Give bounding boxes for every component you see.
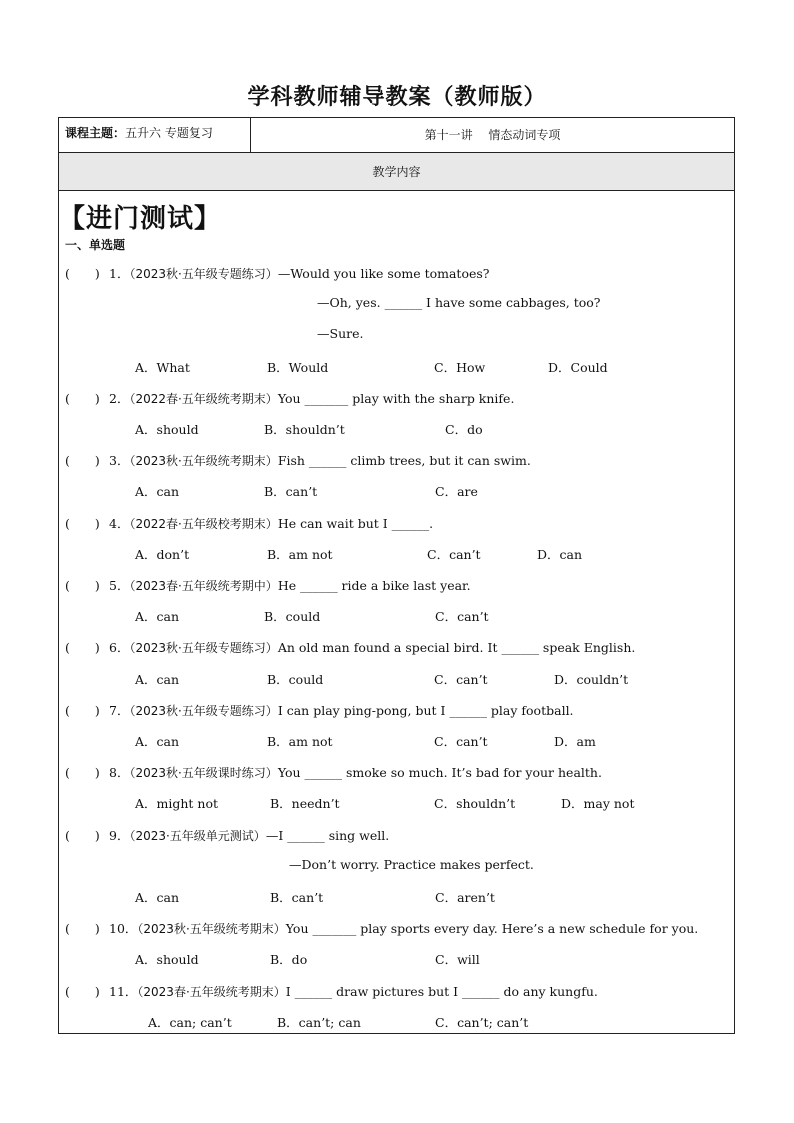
- question-text: —I ______ sing well.: [265, 828, 390, 843]
- question-source: （2023秋·五年级课时练习）: [129, 766, 278, 780]
- option-c[interactable]: C．can’t; can’t: [435, 1015, 529, 1030]
- lesson-plan-frame: [58, 117, 735, 1034]
- course-topic-cell: [59, 118, 251, 152]
- option-c[interactable]: C．can’t: [434, 734, 488, 749]
- option-c[interactable]: C．aren’t: [435, 890, 495, 905]
- option-b[interactable]: B．could: [267, 672, 324, 687]
- option-a[interactable]: A．should: [135, 952, 199, 967]
- answer-paren[interactable]: ( ): [65, 640, 100, 655]
- answer-paren[interactable]: ( ): [65, 984, 100, 999]
- answer-paren[interactable]: ( ): [65, 765, 100, 780]
- course-label: 课程主题：: [65, 126, 126, 140]
- option-b[interactable]: B．needn’t: [270, 796, 340, 811]
- question-source: （2023·五年级单元测试）: [129, 829, 266, 843]
- question-2: ( ) 2．（2022春·五年级统考期末）You _______ play with the sharp knife.: [65, 391, 515, 406]
- option-b[interactable]: B．shouldn’t: [264, 422, 345, 437]
- option-b[interactable]: B．could: [264, 609, 321, 624]
- question-text: You _______ play sports every day. Here’s a new schedule for you.: [285, 921, 699, 936]
- teaching-content-header: 教学内容: [59, 153, 734, 191]
- question-text: —Would you like some tomatoes?: [277, 266, 490, 281]
- option-a[interactable]: A．can: [135, 672, 180, 687]
- option-a[interactable]: A．should: [135, 422, 199, 437]
- option-a[interactable]: A．can; can’t: [148, 1015, 232, 1030]
- question-continuation: —Oh, yes. ______ I have some cabbages, too?: [317, 295, 601, 310]
- course-value: 五升六 专题复习: [125, 126, 213, 140]
- question-continuation: —Sure.: [317, 326, 364, 341]
- option-b[interactable]: B．can’t: [264, 484, 318, 499]
- question-source: （2023秋·五年级专题练习）: [129, 641, 278, 655]
- option-c[interactable]: C．will: [435, 952, 480, 967]
- option-c[interactable]: C．can’t: [435, 609, 489, 624]
- answer-paren[interactable]: ( ): [65, 921, 100, 936]
- question-6: ( ) 6．（2023秋·五年级专题练习）An old man found a special bird. It ______ speak English.: [65, 640, 636, 655]
- question-text: I can play ping-pong, but I ______ play football.: [277, 703, 574, 718]
- option-a[interactable]: A．can: [135, 484, 180, 499]
- option-b[interactable]: B．am not: [267, 734, 333, 749]
- subsection-title: 一、单选题: [65, 238, 126, 252]
- question-source: （2022春·五年级统考期末）: [129, 392, 278, 406]
- question-source: （2023春·五年级统考期中）: [129, 579, 278, 593]
- question-continuation: —Don’t worry. Practice makes perfect.: [289, 857, 534, 872]
- question-10: ( ) 10．（2023秋·五年级统考期末）You _______ play sports every day. Here’s a new schedule for you.: [65, 921, 699, 936]
- answer-paren[interactable]: ( ): [65, 453, 100, 468]
- option-c[interactable]: C．How: [434, 360, 486, 375]
- option-b[interactable]: B．do: [270, 952, 308, 967]
- option-c[interactable]: C．can’t: [434, 672, 488, 687]
- header-row: [59, 118, 734, 153]
- question-9: ( ) 9．（2023·五年级单元测试）—I ______ sing well.: [65, 828, 390, 843]
- option-b[interactable]: B．can’t; can: [277, 1015, 361, 1030]
- answer-paren[interactable]: ( ): [65, 266, 100, 281]
- question-source: （2023秋·五年级统考期末）: [129, 454, 278, 468]
- question-source: （2023秋·五年级专题练习）: [129, 704, 278, 718]
- page-title: 学科教师辅导教案（教师版）: [247, 85, 547, 110]
- question-text: I ______ draw pictures but I ______ do any kungfu.: [285, 984, 598, 999]
- question-source: （2023春·五年级统考期末）: [137, 985, 286, 999]
- option-a[interactable]: A．What: [135, 360, 190, 375]
- answer-paren[interactable]: ( ): [65, 828, 100, 843]
- option-c[interactable]: C．can’t: [427, 547, 481, 562]
- option-d[interactable]: D．am: [554, 734, 596, 749]
- question-1: ( ) 1．（2023秋·五年级专题练习）—Would you like some tomatoes?: [65, 266, 490, 281]
- question-3: ( ) 3．（2023秋·五年级统考期末）Fish ______ climb trees, but it can swim.: [65, 453, 531, 468]
- question-text: Fish ______ climb trees, but it can swim.: [277, 453, 531, 468]
- question-source: （2022春·五年级校考期末）: [129, 517, 278, 531]
- question-4: ( ) 4．（2022春·五年级校考期末）He can wait but I ______.: [65, 516, 434, 531]
- lecture-title: 第十一讲 情态动词专项: [424, 128, 561, 142]
- question-text: He can wait but I ______.: [277, 516, 434, 531]
- option-b[interactable]: B．am not: [267, 547, 333, 562]
- option-d[interactable]: D．may not: [561, 796, 635, 811]
- option-c[interactable]: C．do: [445, 422, 483, 437]
- option-a[interactable]: A．don’t: [135, 547, 190, 562]
- option-c[interactable]: C．shouldn’t: [434, 796, 516, 811]
- answer-paren[interactable]: ( ): [65, 703, 100, 718]
- answer-paren[interactable]: ( ): [65, 578, 100, 593]
- answer-paren[interactable]: ( ): [65, 516, 100, 531]
- question-source: （2023秋·五年级统考期末）: [137, 922, 286, 936]
- option-d[interactable]: D．Could: [548, 360, 608, 375]
- question-7: ( ) 7．（2023秋·五年级专题练习）I can play ping-pong, but I ______ play football.: [65, 703, 574, 718]
- option-a[interactable]: A．might not: [135, 796, 219, 811]
- option-c[interactable]: C．are: [435, 484, 478, 499]
- option-a[interactable]: A．can: [135, 734, 180, 749]
- question-8: ( ) 8．（2023秋·五年级课时练习）You ______ smoke so much. It’s bad for your health.: [65, 765, 602, 780]
- option-d[interactable]: D．couldn’t: [554, 672, 629, 687]
- option-a[interactable]: A．can: [135, 609, 180, 624]
- option-b[interactable]: B．can’t: [270, 890, 324, 905]
- question-text: You ______ smoke so much. It’s bad for your health.: [277, 765, 602, 780]
- answer-paren[interactable]: ( ): [65, 391, 100, 406]
- option-d[interactable]: D．can: [537, 547, 583, 562]
- question-5: ( ) 5．（2023春·五年级统考期中）He ______ ride a bike last year.: [65, 578, 471, 593]
- section-title: 【进门测试】: [59, 204, 222, 234]
- question-11: ( ) 11．（2023春·五年级统考期末）I ______ draw pictures but I ______ do any kungfu.: [65, 984, 598, 999]
- question-text: He ______ ride a bike last year.: [277, 578, 471, 593]
- question-text: You _______ play with the sharp knife.: [277, 391, 515, 406]
- question-source: （2023秋·五年级专题练习）: [129, 267, 278, 281]
- option-a[interactable]: A．can: [135, 890, 180, 905]
- question-text: An old man found a special bird. It ______ speak English.: [277, 640, 636, 655]
- option-b[interactable]: B．Would: [267, 360, 329, 375]
